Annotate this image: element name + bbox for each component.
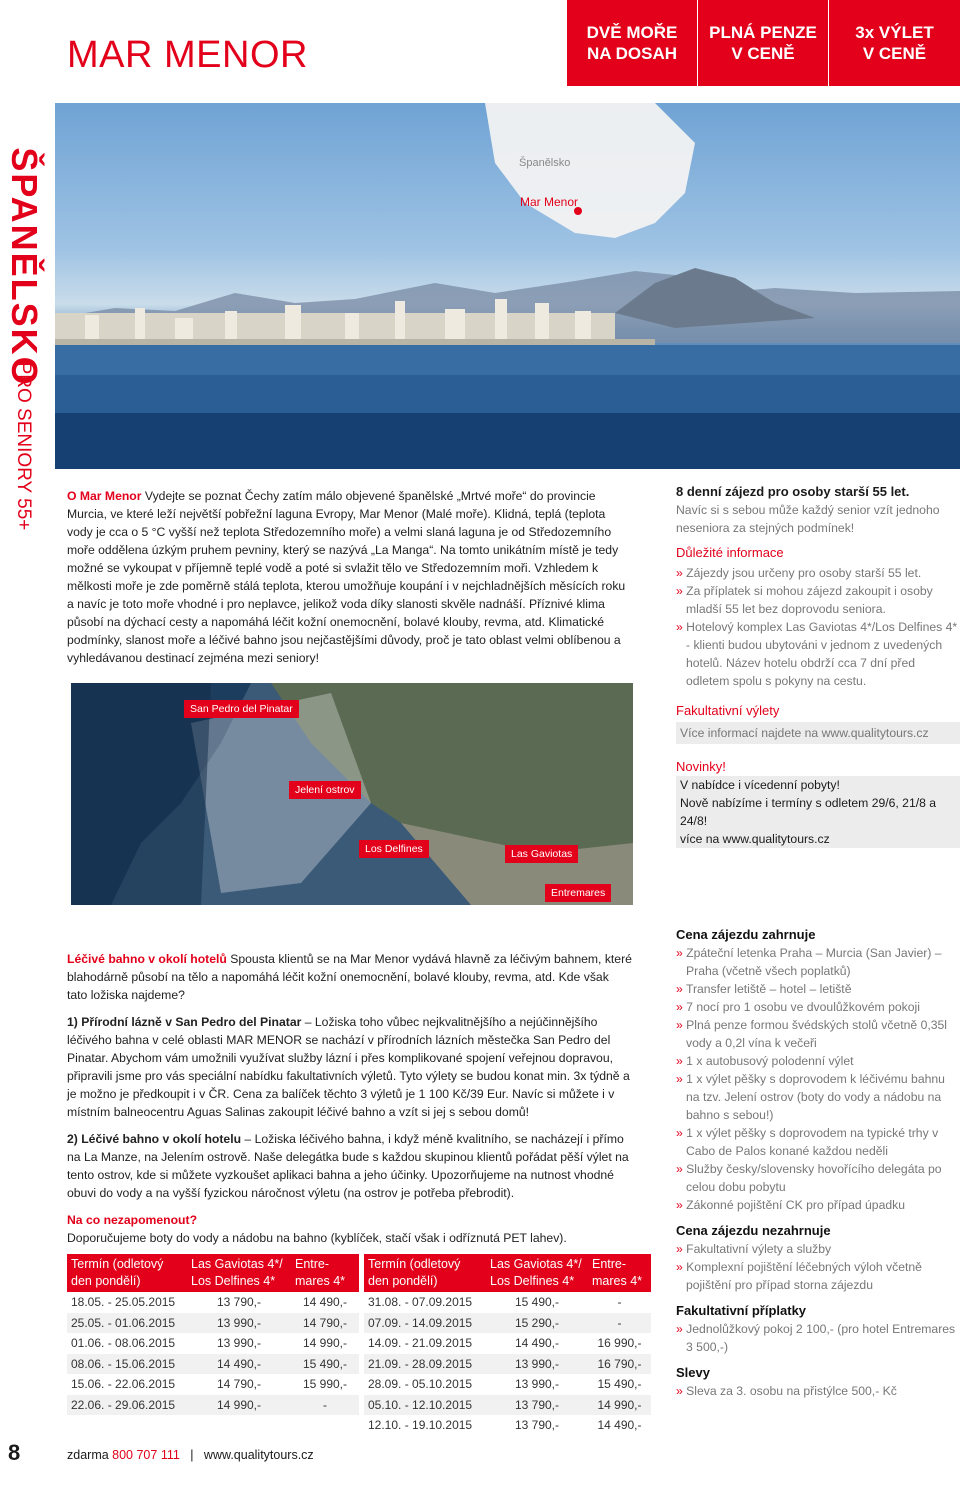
- mud-section: [67, 950, 632, 1247]
- label-san-pedro: San Pedro del Pinatar: [184, 700, 299, 718]
- mud-paragraph-2: [67, 1013, 632, 1121]
- price-cell: 15 290,-: [486, 1313, 588, 1334]
- aerial-photo: [71, 683, 633, 905]
- list-item: » Hotelový komplex Las Gaviotas 4*/Los Delfines 4* - klienti budou ubytováni v jednom z uvedených hotelů. Název hotelu obdrží cca 7 dní před odletem spolu s pokyny na cestu.: [676, 618, 960, 690]
- badge-three-trips: [829, 0, 960, 86]
- price-cell: 14 490,-: [187, 1354, 291, 1375]
- page-title: MAR MENOR: [67, 34, 308, 76]
- date-cell: 01.06. - 08.06.2015: [71, 1336, 176, 1351]
- price-cell: 14 990,-: [187, 1395, 291, 1416]
- date-cell: 07.09. - 14.09.2015: [364, 1313, 486, 1334]
- table-header-row: [364, 1254, 651, 1292]
- footer-separator: |: [190, 1448, 194, 1462]
- table-header: Las Gaviotas 4*/ Los Delfines 4*: [187, 1254, 291, 1292]
- mud-heading-1: Léčivé bahno v okolí hotelů: [67, 952, 227, 966]
- news-line: V nabídce i vícedenní pobyty!: [680, 778, 840, 792]
- price-cell: 16 790,-: [588, 1354, 651, 1375]
- footer-phone[interactable]: 800 707 111: [112, 1448, 180, 1462]
- badge-two-seas: [567, 0, 697, 86]
- price-cell: 14 790,-: [216, 1377, 262, 1392]
- badge-line: PLNÁ PENZE: [709, 23, 817, 42]
- excursions-text: Více informací najdete na www.qualitytours.cz: [676, 722, 960, 744]
- table-header: Termín (odletový den pondělí): [67, 1254, 187, 1292]
- price-cell: 13 790,-: [514, 1418, 560, 1433]
- list-item: » Za příplatek si mohou zájezd zakoupit i osoby mladší 55 let bez doprovodu seniora.: [676, 582, 960, 618]
- excluded-heading: Cena zájezdu nezahrnuje: [676, 1223, 831, 1238]
- price-cell: 15 490,-: [291, 1354, 359, 1375]
- table-row: [364, 1292, 651, 1313]
- list-item: » Komplexní pojištění léčebných výloh včetně pojištění pro případ storna zájezdu: [676, 1258, 960, 1294]
- table-body: [364, 1292, 651, 1436]
- mud-paragraph-1: [67, 950, 632, 1004]
- trip-heading: 8 denní zájezd pro osoby starší 55 let.: [676, 484, 910, 499]
- badge-line: V CENĚ: [731, 44, 795, 63]
- label-entremares: Entremares: [545, 884, 611, 902]
- table-header: Entre-mares 4*: [291, 1254, 359, 1292]
- list-item: » 7 nocí pro 1 osobu ve dvoulůžkovém pokoji: [676, 998, 960, 1016]
- table-row: [364, 1415, 651, 1436]
- intro-paragraph: [67, 487, 627, 667]
- intro-text: Vydejte se poznat Čechy zatím málo objevené španělské „Mrtvé moře“ do provincie Murcia, ve které leží největší pobřežní laguna Evropy, Mar Menor (Malé moře). Klidná, teplá (teplota vody je cca o 5 °C vyšší než teplota Středozemního moře) a velmi slaná laguna je od Středozemního moře oddělena úzkým pruhem pevniny, který se nazývá „La Manga“. Na tomto unikátním místě je tedy možné se vykoupat v příjemně teplé vodě a poté si svlažit tělo ve Středozemním moři. Vzhledem k mělkosti moře je zde poměrně stálá teplota, kterou umožňuje koupání i v nejchladnějších měsících roku a navíc je toto moře vhodné i pro neplavce, jelikož voda díky slanosti skvěle nadnáší. Příznivé klima působí na dýchací cesty a napomáhá léčit kožní onemocnění, bolavé klouby, revma, atd. Klimatické podmínky, slanost moře a léčivé bahno jsou nejčastějšími důvody, proč je tato oblast velmi oblíbenou a vyhledávanou destinací zejména mezi seniory!: [67, 489, 626, 665]
- list-item: » 1 x výlet pěšky s doprovodem na typické trhy v Cabo de Palos konané každou neděli: [676, 1124, 960, 1160]
- price-cell: 15 490,-: [597, 1377, 642, 1392]
- price-cell: 14 490,-: [302, 1295, 348, 1310]
- included-heading: Cena zájezdu zahrnuje: [676, 927, 816, 942]
- map-label-mar-menor: Mar Menor: [520, 195, 579, 209]
- list-item: » Jednolůžkový pokoj 2 100,- (pro hotel Entremares 3 500,-): [676, 1320, 960, 1356]
- date-cell: 05.10. - 12.10.2015: [364, 1395, 486, 1416]
- list-item: » Zpáteční letenka Praha – Murcia (San Javier) – Praha (včetně všech poplatků): [676, 944, 960, 980]
- price-cell: 14 790,-: [291, 1313, 359, 1334]
- side-country-title: ŠPANĚLSKO: [4, 147, 45, 387]
- label-jeleni-ostrov: Jelení ostrov: [289, 781, 361, 799]
- hero-photo-coast: [55, 103, 960, 469]
- discounts-list: [676, 1382, 960, 1400]
- list-item: » Transfer letiště – hotel – letiště: [676, 980, 960, 998]
- info-list: [676, 564, 960, 690]
- mud-paragraph-3: [67, 1130, 632, 1202]
- table-row: [67, 1333, 359, 1354]
- price-cell: 14 490,-: [514, 1336, 560, 1351]
- mud-text-2: – Ložiska toho vůbec nejkvalitnějšího a nejúčinnějšího léčivého bahna v celé oblasti MAR MENOR se nachází v přírodních lázních městečka San Pedro del Pinatar. Abychom vám umožnili využívat služby lázní i přes komplikované spojení veřejnou dopravou, připravili jsme pro vás speciální nabídku fakultativních výletů. Tyto výlety se budou konat min. 3x týdně a je možno je předkoupit i v ČR. Cena za balíček těchto 3 výletů je 1 100 Kč/39 Eur. Navíc si můžete i v místním balneocentru Aguas Salinas zakoupit léčivé bahno a vzít si jej s sebou domů!: [67, 1015, 630, 1119]
- price-cell: 13 990,-: [514, 1377, 560, 1392]
- price-cell: 14 990,-: [588, 1395, 651, 1416]
- price-cell: -: [588, 1313, 651, 1334]
- price-table-right: [364, 1254, 651, 1436]
- date-cell: 31.08. - 07.09.2015: [368, 1295, 473, 1310]
- price-cell: 13 990,-: [216, 1336, 262, 1351]
- date-cell: 15.06. - 22.06.2015: [71, 1377, 176, 1392]
- table-row: [364, 1374, 651, 1395]
- price-cell: 13 990,-: [486, 1354, 588, 1375]
- price-cell: 15 990,-: [302, 1377, 348, 1392]
- badge-line: NA DOSAH: [586, 44, 678, 63]
- table-row: [67, 1292, 359, 1313]
- list-item: » 1 x autobusový polodenní výlet: [676, 1052, 960, 1070]
- date-cell: 18.05. - 25.05.2015: [71, 1295, 176, 1310]
- supplements-heading: Fakultativní příplatky: [676, 1303, 807, 1318]
- price-cell: 13 790,-: [216, 1295, 262, 1310]
- date-cell: 21.09. - 28.09.2015: [364, 1354, 486, 1375]
- mud-heading-4: Na co nezapomenout?: [67, 1213, 198, 1227]
- info-heading: Důležité informace: [676, 545, 784, 560]
- table-body: [67, 1292, 359, 1415]
- intro-lead: O Mar Menor: [67, 489, 142, 503]
- price-cell: 14 990,-: [302, 1336, 348, 1351]
- table-header: Termín (odletový den pondělí): [364, 1254, 486, 1292]
- mud-heading-3: 2) Léčivé bahno v okolí hotelu: [67, 1132, 242, 1146]
- discounts-heading: Slevy: [676, 1365, 710, 1380]
- date-cell: 08.06. - 15.06.2015: [67, 1354, 187, 1375]
- included-list: [676, 944, 960, 1214]
- date-cell: 25.05. - 01.06.2015: [67, 1313, 187, 1334]
- news-line: Nově nabízíme i termíny s odletem 29/6, 21/8 a 24/8!: [680, 796, 937, 828]
- label-las-gaviotas: Las Gaviotas: [505, 845, 578, 863]
- badge-line: V CENĚ: [862, 44, 927, 63]
- list-item: » Sleva za 3. osobu na přistýlce 500,- Kč: [676, 1382, 960, 1400]
- list-item: » Služby česky/slovensky hovořícího delegáta po celou dobu pobytu: [676, 1160, 960, 1196]
- date-cell: 28.09. - 05.10.2015: [368, 1377, 473, 1392]
- mud-paragraph-4: [67, 1211, 632, 1247]
- table-row: [364, 1333, 651, 1354]
- date-cell: 12.10. - 19.10.2015: [368, 1418, 473, 1433]
- footer-contact: [67, 1448, 314, 1462]
- news-heading: Novinky!: [676, 759, 726, 774]
- table-row: [67, 1313, 359, 1334]
- price-cell: -: [291, 1395, 359, 1416]
- table-header-row: [67, 1254, 359, 1292]
- footer-website[interactable]: www.qualitytours.cz: [203, 1448, 314, 1462]
- excluded-list: [676, 1240, 960, 1294]
- table-row: [67, 1354, 359, 1375]
- page-number: 8: [8, 1440, 21, 1465]
- table-row: [364, 1313, 651, 1334]
- news-box: [676, 776, 960, 848]
- price-cell: 13 790,-: [486, 1395, 588, 1416]
- price-cell: 16 990,-: [597, 1336, 642, 1351]
- footer-prefix: zdarma: [67, 1448, 113, 1462]
- mud-text-4: Doporučujeme boty do vody a nádobu na bahno (kyblíček, stačí však i odříznutá PET lahev).: [67, 1231, 567, 1245]
- date-cell: 14.09. - 21.09.2015: [368, 1336, 473, 1351]
- supplements-list: [676, 1320, 960, 1356]
- news-line: více na www.qualitytours.cz: [680, 832, 830, 846]
- mud-text-1: Spousta klientů se na Mar Menor vydává hlavně za léčivým bahnem, které blahodárně působí na tělo a napomáhá léčit kožní onemocnění, bolavé klouby, revma, atd. Kde však tato ložiska najdeme?: [67, 952, 632, 1002]
- table-header: Las Gaviotas 4*/ Los Delfines 4*: [486, 1254, 588, 1292]
- list-item: » 1 x výlet pěšky s doprovodem k léčivému bahnu na tzv. Jelení ostrov (boty do vody a nádobu na bahno s sebou!): [676, 1070, 960, 1124]
- badge-line: DVĚ MOŘE: [586, 23, 678, 42]
- table-row: [67, 1395, 359, 1416]
- mud-text-3: – Ložiska léčivého bahna, i když méně kvalitního, se nacházejí i přímo na La Manze, na Jelením ostrově. Naše delegátka bude s každou skupinou klientů pořádat pěší výlet na tento ostrov, kde si můžete vyzkoušet aplikaci bahna a jeho účinky. Upozorňujeme na nutnost vhodné obuvi do vody a na vyšší fyzickou náročnost výletu (na ostrov je potřeba přebrodit).: [67, 1132, 629, 1200]
- hero-illustration: [55, 103, 960, 469]
- price-cell: -: [617, 1295, 622, 1310]
- side-subtitle: PRO SENIORY 55+: [13, 361, 34, 531]
- date-cell: 22.06. - 29.06.2015: [67, 1395, 187, 1416]
- list-item: » Zákonné pojištění CK pro případ úpadku: [676, 1196, 960, 1214]
- list-item: » Fakultativní výlety a služby: [676, 1240, 960, 1258]
- badge-line: 3x VÝLET: [855, 23, 934, 42]
- price-cell: 14 490,-: [597, 1418, 642, 1433]
- price-table-left: [67, 1254, 359, 1415]
- table-row: [364, 1395, 651, 1416]
- excursions-heading: Fakultativní výlety: [676, 703, 780, 718]
- map-label-spain: Španělsko: [519, 157, 571, 169]
- price-cell: 13 990,-: [187, 1313, 291, 1334]
- price-cell: 15 490,-: [514, 1295, 560, 1310]
- label-los-delfines: Los Delfines: [359, 840, 429, 858]
- mud-heading-2: 1) Přírodní lázně v San Pedro del Pinatar: [67, 1015, 302, 1029]
- table-header: Entre-mares 4*: [588, 1254, 651, 1292]
- trip-text: Navíc si s sebou může každý senior vzít jednoho neseniora za stejných podmínek!: [676, 503, 940, 535]
- badge-full-board: [698, 0, 828, 86]
- list-item: » Plná penze formou švédských stolů včetně 0,35l vody a 0,2l vína k večeři: [676, 1016, 960, 1052]
- table-row: [364, 1354, 651, 1375]
- table-row: [67, 1374, 359, 1395]
- info-column: [676, 483, 960, 1400]
- list-item: » Zájezdy jsou určeny pro osoby starší 55 let.: [676, 564, 960, 582]
